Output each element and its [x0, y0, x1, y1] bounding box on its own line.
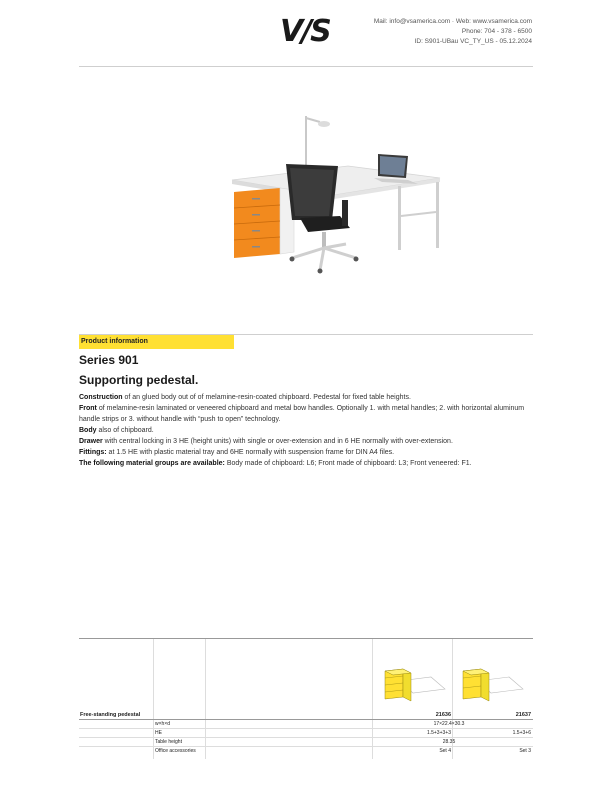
product-name: Free-standing pedestal	[80, 712, 141, 718]
description-materials: The following material groups are available: Body made of chipboard: L6; Front made of chipboard: L3; Front veneered: F1.	[79, 460, 472, 467]
table-row	[79, 720, 533, 729]
pedestal-21637-drawing	[457, 661, 533, 707]
contact-info	[374, 17, 532, 47]
description-fittings: Fittings: at 1.5 HE with plastic material tray and 6HE normally with suspension frame for DIN A4 files.	[79, 449, 395, 456]
row-value: Set 4	[439, 748, 451, 754]
table-row	[79, 738, 533, 747]
row-label: Office accessories	[155, 748, 196, 754]
series-heading: Series 901	[79, 353, 139, 367]
contact-line-phone: Phone: 704 - 378 - 6500	[461, 28, 532, 35]
contact-line-id: ID: S901-UBau VC_TY_US - 05.12.2024	[414, 38, 532, 45]
article-number-21637: 21637	[515, 712, 531, 718]
contact-line-mail: Mail: info@vsamerica.com · Web: www.vsamerica.com	[373, 18, 532, 25]
row-label: HE	[155, 730, 162, 736]
header-divider	[79, 66, 533, 67]
table-row	[79, 747, 533, 755]
description-front: Front of melamine-resin laminated or veneered chipboard and metal bow handles. Optionally 1. with metal handles; 2. with horizontal aluminum handle strips or 3. without handle with “push to open” technology.	[79, 405, 525, 423]
article-number-21636: 21636	[435, 712, 451, 718]
row-value: 1.5+3+3+3	[426, 730, 451, 736]
description-drawer: Drawer with central locking in 3 HE (height units) with single or over-extension and in 6 HE normally with over-extension.	[79, 438, 453, 445]
description-construction: Construction of an glued body out of of melamine-resin-coated chipboard. Pedestal for fixed table heights.	[79, 394, 411, 401]
row-label: w×h×d	[155, 721, 171, 727]
product-photo	[228, 108, 446, 278]
table-row	[79, 729, 533, 738]
row-value: 28.35	[442, 739, 456, 745]
specification-table	[79, 638, 533, 759]
vs-logo: V/S	[280, 14, 330, 49]
row-value: Set 3	[519, 748, 531, 754]
pedestal-21636-drawing	[379, 661, 455, 707]
description-body: Body also of chipboard.	[79, 427, 154, 434]
row-label: Table height	[155, 739, 182, 745]
product-information-tag: Product information	[79, 335, 234, 349]
table-header-row	[79, 711, 533, 720]
row-value: 1.5+3+6	[512, 730, 531, 736]
product-description	[79, 392, 534, 469]
product-title: Supporting pedestal.	[79, 373, 199, 387]
row-value: 17×22.4×30.3	[433, 721, 465, 727]
